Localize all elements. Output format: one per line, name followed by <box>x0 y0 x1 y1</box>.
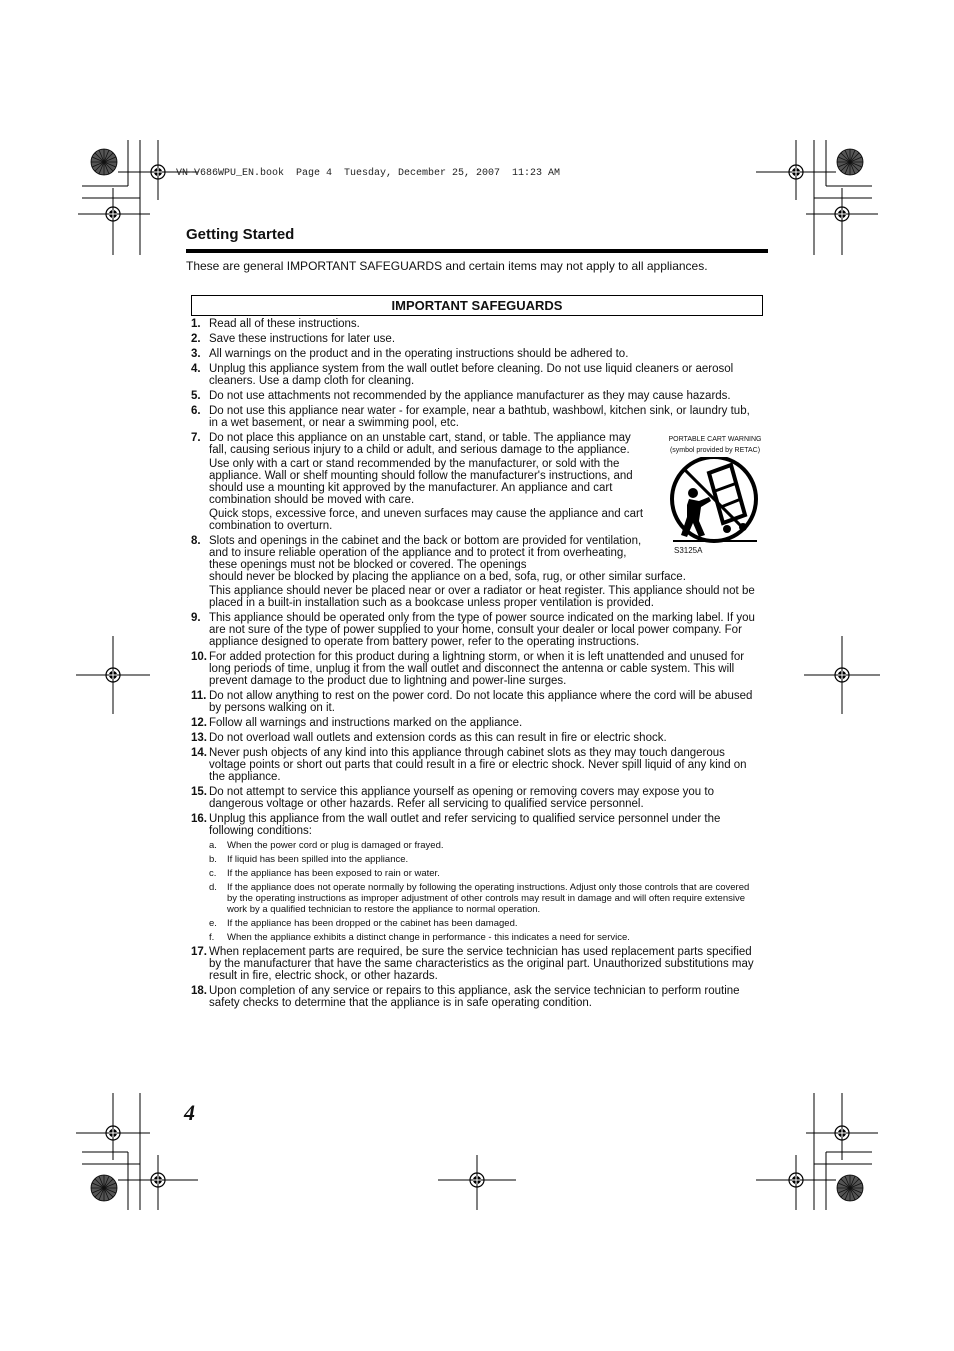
list-item: 15. Do not attempt to service this appliance yourself as opening or removing covers may expose you to dangerous voltage or other hazards. Refer all servicing to qualified service personnel. <box>191 786 714 810</box>
list-item: 3. All warnings on the product and in the operating instructions should be adhered to. <box>191 348 629 360</box>
list-item: 9. This appliance should be operated only from the type of power source indicated on the marking label. If you are not sure of the type of power supplied to your home, consult your dealer or local power company. For appliance designed to operate from battery power, refer to the operating instructions. <box>191 612 755 648</box>
list-item: 16. Unplug this appliance from the wall outlet and refer servicing to qualified service personnel under the following conditions: a. When the power cord or plug is damaged or frayed. b. If liquid has been spilled into the appliance. c. If the appliance has been exposed to rain or water. d. If the appliance does not operate normally by following the operating instructions. Adjust only those controls that are covered by the operating instructions as improper adjustment of other controls may result in damage and will often require extensive work by a qualified technician to restore the appliance to normal operation. e. If the appliance has been dropped or the cabinet has been damaged. f. When the appliance exhibits a distinct change in performance - this indicates a need for service. <box>191 813 761 943</box>
page-number: 4 <box>184 1100 195 1125</box>
cart-tipover-icon <box>669 457 761 547</box>
cart-code: S3125A <box>674 546 703 555</box>
list-item: 7. Do not place this appliance on an unstable cart, stand, or table. The appliance may fall, causing serious injury to a child or adult, and serious damage to the appliance. Use only with a cart or stand recommended by the manufacturer, or sold with the appliance. Wall or shelf mounting should follow the manufacturer's instructions, and should use a mounting kit approved by the manufacturer. An appliance and cart combination should be moved with care. Quick stops, excessive force, and uneven surfaces may cause the appliance and cart combination to overturn. <box>191 432 644 532</box>
condition-item: c. If the appliance has been exposed to rain or water. <box>209 868 440 879</box>
condition-item: d. If the appliance does not operate normally by following the operating instructions. Adjust only those controls that are covered by the operating instructions as improper adjustment of other controls may result in damage and will often require extensive work by a qualified technician to restore the appliance to normal operation. <box>209 882 750 915</box>
safeguards-heading: IMPORTANT SAFEGUARDS <box>191 295 763 316</box>
list-item: 6. Do not use this appliance near water - for example, near a bathtub, washbowl, kitchen sink, or laundry tub, in a wet basement, or near a swimming pool, etc. <box>191 405 750 429</box>
list-item: 18. Upon completion of any service or repairs to this appliance, ask the service technician to perform routine safety checks to determine that the appliance is in safe operating condition. <box>191 985 740 1009</box>
list-item: 1. Read all of these instructions. <box>191 318 360 330</box>
cart-warning-caption: PORTABLE CART WARNING (symbol provided by RETAC) <box>668 436 762 454</box>
list-item: 13. Do not overload wall outlets and extension cords as this can result in fire or electric shock. <box>191 732 667 744</box>
intro-text: These are general IMPORTANT SAFEGUARDS and certain items may not apply to all appliances. <box>186 259 708 273</box>
list-item: 2. Save these instructions for later use. <box>191 333 396 345</box>
section-title: Getting Started <box>186 226 295 243</box>
list-item: 17. When replacement parts are required, be sure the service technician has used replacement parts specified by the manufacturer that have the same characteristics as the original part. Unauthorized substitutions may result in fire, electric shock, or other hazards. <box>191 946 754 982</box>
list-item: 4. Unplug this appliance system from the wall outlet before cleaning. Do not use liquid cleaners or aerosol cleaners. Use a damp cloth for cleaning. <box>191 363 734 387</box>
list-item: 5. Do not use attachments not recommended by the appliance manufacturer as they may cause hazards. <box>191 390 731 402</box>
list-item: 10. For added protection for this product during a lightning storm, or when it is left unattended and unused for long periods of time, unplug it from the wall outlet and disconnect the antenna or cable system. This will prevent damage to the product due to lightning and power-line surges. <box>191 651 745 687</box>
condition-item: e. If the appliance has been dropped or the cabinet has been damaged. <box>209 918 518 929</box>
list-item: 8. Slots and openings in the cabinet and the back or bottom are provided for ventilation, and to insure reliable operation of the appliance and to protect it from overheating, these openings must not be blocked or covered. The openings should never be blocked by placing the appliance on a bed, sofa, rug, or other similar surface. This appliance should never be placed near or over a radiator or heat register. This appliance should not be placed in a built-in installation such as a bookcase unless proper ventilation is provided. <box>191 535 755 609</box>
condition-item: b. If liquid has been spilled into the appliance. <box>209 854 409 865</box>
title-rule <box>186 249 768 253</box>
condition-item: a. When the power cord or plug is damaged or frayed. <box>209 840 444 851</box>
list-item: 12. Follow all warnings and instructions marked on the appliance. <box>191 717 523 729</box>
safeguards-list <box>191 318 761 1012</box>
condition-item: f. When the appliance exhibits a distinct change in performance - this indicates a need for service. <box>209 932 630 943</box>
list-item: 11. Do not allow anything to rest on the power cord. Do not locate this appliance where the cord will be abused by persons walking on it. <box>191 690 753 714</box>
list-item: 14. Never push objects of any kind into this appliance through cabinet slots as they may touch dangerous voltage points or short out parts that could result in a fire or electric shock. Never spill liquid of any kind on the appliance. <box>191 747 747 783</box>
print-header: VN-V686WPU_EN.book Page 4 Tuesday, December 25, 2007 11:23 AM <box>176 168 561 179</box>
